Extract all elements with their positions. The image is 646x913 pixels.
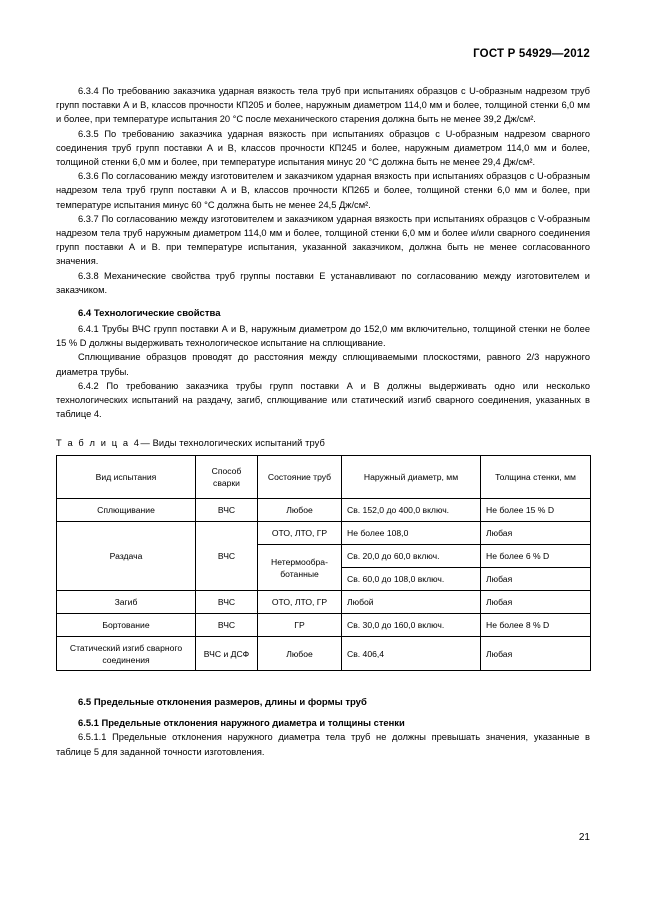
cell-thickness: Любая (481, 568, 591, 591)
cell-welding: ВЧС (196, 499, 258, 522)
page-header-standard-title: ГОСТ Р 54929—2012 (473, 48, 590, 60)
paragraph-6-3-7 (56, 212, 590, 269)
cell-state: ГР (258, 614, 342, 637)
paragraph-text: 6.3.6 По согласованию между изготовителем и заказчиком ударная вязкость при испытаниях образцов с U-образным надрезом тела труб групп поставки А и В, классов прочности КП265 и более, толщиной стенки 6,0 мм и более, при температуре испытания минус 60 °С должна быть не менее 24,5 Дж/см². (56, 171, 590, 210)
table-row (57, 591, 591, 614)
paragraph-6-3-5 (56, 127, 590, 170)
cell-test: Раздача (57, 522, 196, 591)
table-row (57, 499, 591, 522)
paragraph-text: 6.3.5 По требованию заказчика ударная вязкость при испытаниях образцов с U-образным надрезом сварного соединения труб групп поставки А и В, классов прочности КП245 и более, наружным диаметром 114,0 мм и более, толщиной стенки 6,0 мм и более, при температуре испытания минус 20 °С должна быть не менее 29,4 Дж/см². (56, 128, 590, 168)
table-row (57, 637, 591, 671)
cell-welding: ВЧС (196, 614, 258, 637)
cell-diameter: Св. 30,0 до 160,0 включ. (342, 614, 481, 637)
cell-thickness: Не более 6 % D (481, 545, 591, 568)
paragraph-text: 6.3.8 Механические свойства труб группы поставки Е устанавливают по согласованию между изготовителем и заказчиком. (56, 270, 590, 295)
heading-6-5: 6.5 Предельные отклонения размеров, длины и формы труб (78, 697, 367, 709)
cell-welding: ВЧС (196, 591, 258, 614)
col-header-diameter: Наружный диаметр, мм (342, 456, 481, 499)
cell-diameter: Св. 20,0 до 60,0 включ. (342, 545, 481, 568)
cell-test: Загиб (57, 591, 196, 614)
col-header-thickness: Толщина стенки, мм (481, 456, 591, 499)
table-row (57, 614, 591, 637)
cell-welding: ВЧС (196, 522, 258, 591)
heading-6-5-1: 6.5.1 Предельные отклонения наружного диаметра и толщины стенки (78, 717, 405, 729)
col-header-state: Состояние труб (258, 456, 342, 499)
table-header-row (57, 456, 591, 499)
table-4-caption-label: Т а б л и ц а 4 (56, 438, 141, 449)
paragraph-6-5-1-1 (56, 730, 590, 758)
paragraph-text: 6.4.2 По требованию заказчика трубы групп поставки А и В должны выдерживать одно или несколько технологических испытаний на раздачу, загиб, сплющивание или статический изгиб сварного соединения, указанных в таблице 4. (56, 380, 590, 420)
paragraph-6-3-6 (56, 169, 590, 212)
table-technological-tests (56, 455, 591, 671)
cell-thickness: Любая (481, 637, 591, 671)
cell-thickness: Любая (481, 522, 591, 545)
paragraph-6-4-2 (56, 379, 590, 422)
table-4-caption (56, 438, 590, 448)
table-4-caption-text: — Виды технологических испытаний труб (140, 438, 325, 449)
cell-diameter: Не более 108,0 (342, 522, 481, 545)
paragraph-6-4-1 (56, 322, 590, 350)
cell-test: Сплющивание (57, 499, 196, 522)
cell-state: ОТО, ЛТО, ГР (258, 591, 342, 614)
cell-diameter: Св. 60,0 до 108,0 включ. (342, 568, 481, 591)
cell-state: ОТО, ЛТО, ГР (258, 522, 342, 545)
cell-test: Бортование (57, 614, 196, 637)
col-header-test: Вид испытания (57, 456, 196, 499)
section-6-5 (56, 697, 590, 758)
cell-diameter: Любой (342, 591, 481, 614)
cell-thickness: Любая (481, 591, 591, 614)
paragraph-6-3-8 (56, 269, 590, 297)
cell-state: Любое (258, 637, 342, 671)
page-number: 21 (578, 832, 590, 843)
cell-test: Статический изгиб сварного соединения (57, 637, 196, 671)
paragraph-6-4-1-cont (56, 350, 590, 378)
heading-6-4: 6.4 Технологические свойства (78, 308, 221, 320)
page-content (56, 84, 590, 759)
cell-thickness: Не более 8 % D (481, 614, 591, 637)
col-header-welding: Способ сварки (196, 456, 258, 499)
paragraph-text: 6.5.1.1 Предельные отклонения наружного диаметра тела труб не должны превышать значения, указанные в таблице 5 для заданной точности изготовления. (56, 732, 590, 757)
paragraph-6-3-4 (56, 84, 590, 127)
cell-welding: ВЧС и ДСФ (196, 637, 258, 671)
cell-state: Любое (258, 499, 342, 522)
cell-diameter: Св. 406,4 (342, 637, 481, 671)
cell-state: Нетермообра-ботанные (258, 545, 342, 591)
paragraph-text: 6.3.7 По согласованию между изготовителем и заказчиком ударная вязкость при испытаниях образцов с V-образным надрезом тела труб наружным диаметром 114,0 мм и более, толщиной стенки 6,0 мм и более и/или сварного соединения групп поставки А и В. при температуре испытания, указанной заказчиком, должна быть не менее согласованного значения. (56, 213, 590, 267)
cell-thickness: Не более 15 % D (481, 499, 591, 522)
table-row (57, 522, 591, 545)
paragraph-text: 6.4.1 Трубы ВЧС групп поставки А и В, наружным диаметром до 152,0 мм включительно, толщиной стенки не более 15 % D должны выдерживать технологическое испытание на сплющивание. (56, 324, 590, 349)
cell-diameter: Св. 152,0 до 400,0 включ. (342, 499, 481, 522)
paragraph-text: 6.3.4 По требованию заказчика ударная вязкость тела труб при испытаниях образцов с U-образным надрезом труб групп поставки А и В, классов прочности КП205 и более, наружным диаметром 114,0 мм и более, толщиной стенки 6,0 мм и более, при температуре испытания 20 °С после механического старения должна быть не менее 39,2 Дж/см². (56, 86, 590, 125)
paragraph-text: Сплющивание образцов проводят до расстояния между сплющиваемыми плоскостями, равного 2/3 наружного диаметра трубы. (56, 352, 590, 377)
